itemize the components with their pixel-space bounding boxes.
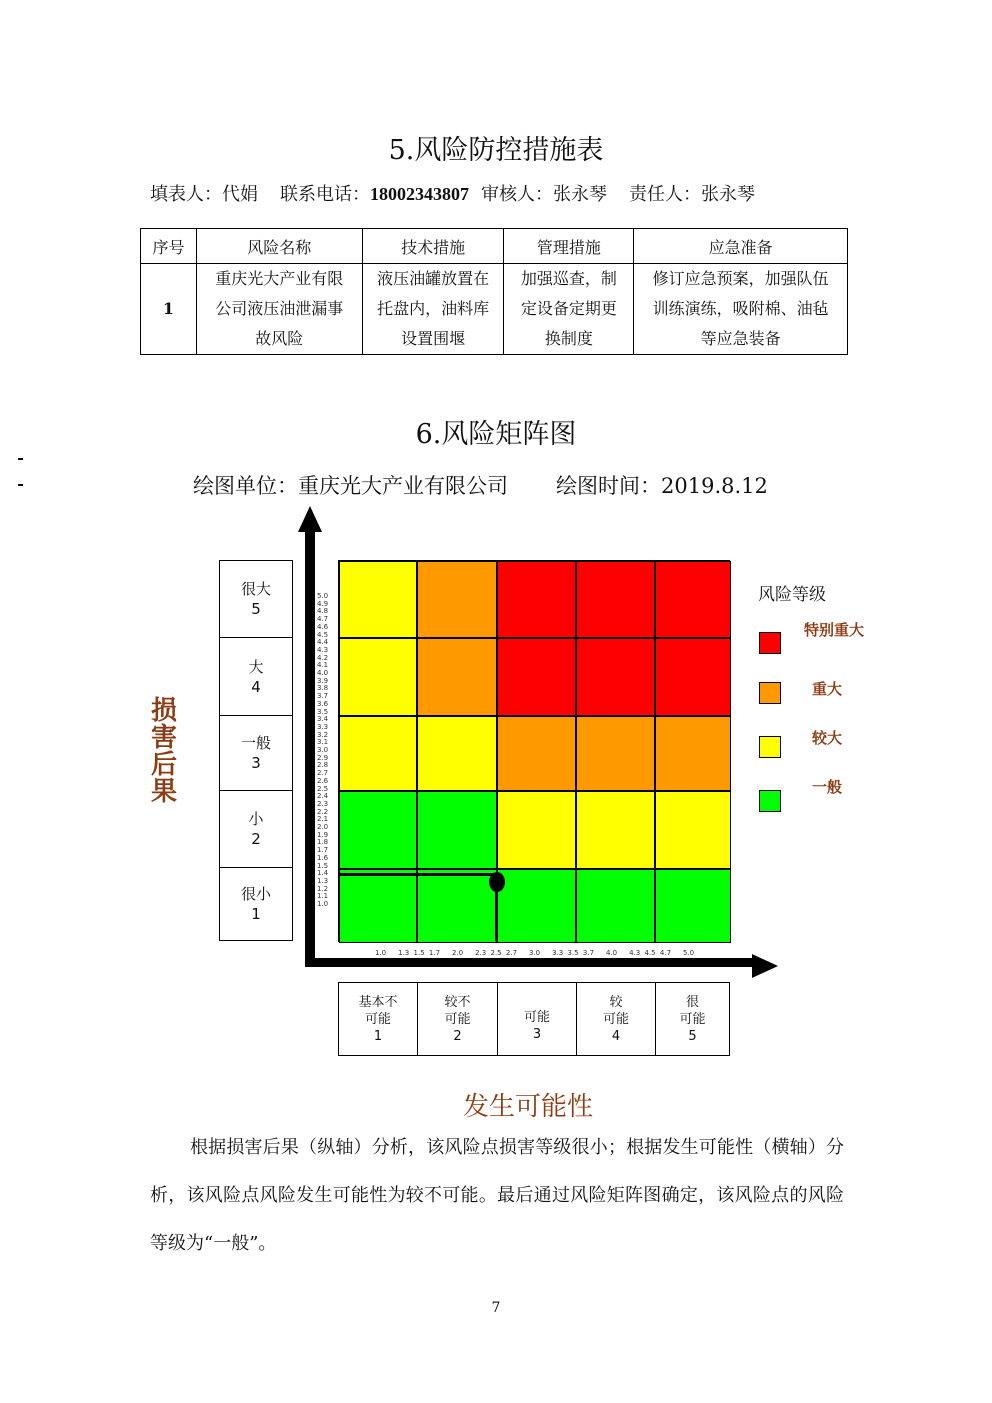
y-tick-label: 3.1 — [317, 738, 329, 747]
legend-swatch-major — [759, 682, 781, 704]
y-tick-label: 3.4 — [317, 715, 329, 724]
y-tick-label: 4.4 — [317, 638, 329, 647]
x-tick-label: 1.5 — [413, 949, 425, 957]
y-category-label: 小 — [248, 810, 264, 828]
x-tick-label: 2.5 — [490, 949, 502, 957]
x-tick-label: 2.3 — [475, 949, 487, 957]
section-6-title: 6.风险矩阵图 — [415, 419, 577, 450]
y-tick-label: 3.2 — [317, 730, 329, 739]
y-tick-label: 1.3 — [317, 876, 329, 885]
cell-line: 换制度 — [544, 329, 593, 348]
x-category-value: 4 — [611, 1028, 621, 1044]
y-tick-label: 4.5 — [317, 630, 329, 639]
y-tick-label: 4.1 — [317, 661, 329, 670]
risk-point-hline — [338, 873, 498, 876]
header-mgmt-measures: 管理措施 — [504, 229, 634, 264]
responsible: 责任人：张永琴 — [629, 184, 755, 205]
plot-time: 绘图时间：2019.8.12 — [556, 474, 768, 498]
legend-swatch-significant — [759, 736, 781, 758]
y-tick-label: 2.4 — [317, 792, 329, 801]
x-category-value: 3 — [532, 1027, 542, 1042]
x-category-value: 5 — [688, 1028, 697, 1044]
y-tick-label: 2.7 — [317, 769, 329, 778]
legend-label-significant: 较大 — [812, 729, 843, 747]
cell-line: 重庆光大产业有限 — [215, 269, 344, 288]
y-axis-title-char: 损 — [150, 696, 177, 726]
cell-line: 设置围堰 — [401, 329, 466, 348]
y-tick-label: 4.3 — [317, 645, 329, 654]
y-category-3 — [219, 715, 293, 791]
cell-line: 训练演练，吸附棉、油毡 — [652, 299, 829, 318]
legend-swatch-general — [759, 790, 781, 812]
y-category-label: 一般 — [240, 734, 271, 752]
x-tick-label: 3.7 — [582, 949, 595, 957]
y-axis-title — [146, 698, 182, 806]
y-tick-label: 2.2 — [317, 807, 329, 816]
y-category-label: 很大 — [240, 580, 271, 598]
x-tick-label: 4.3 — [629, 949, 641, 957]
y-tick-label: 1.6 — [317, 853, 329, 862]
y-tick-label: 1.7 — [317, 846, 329, 855]
y-tick-label: 3.0 — [317, 746, 329, 754]
header-risk-name: 风险名称 — [196, 229, 362, 264]
x-tick-label: 4.7 — [659, 949, 672, 957]
y-tick-label: 4.8 — [317, 607, 329, 616]
y-tick-label: 4.6 — [317, 622, 329, 631]
phone-number: 18002343807 — [370, 184, 469, 204]
analysis-paragraph: 根据损害后果（纵轴）分析，该风险点损害等级很小；根据发生可能性（横轴）分析，该风险点风险发生可能性为较不可能。最后通过风险矩阵图确定，该风险点的风险等级为“一般”。 — [150, 1137, 844, 1254]
cell-line: 液压油罐放置在 — [377, 269, 490, 288]
x-category-value: 1 — [373, 1028, 383, 1044]
filler: 填表人：代娟 — [150, 184, 258, 205]
x-tick-label: 4.5 — [644, 949, 656, 957]
x-category-2 — [417, 982, 498, 1056]
y-tick-label: 2.6 — [317, 776, 329, 785]
y-tick-label: 2.9 — [317, 753, 329, 762]
page-number: 7 — [491, 1300, 501, 1316]
x-category-5 — [655, 982, 730, 1056]
x-category-label-line: 可能 — [523, 1010, 550, 1025]
cell-line: 修订应急预案，加强队伍 — [652, 269, 829, 288]
y-tick-label: 1.0 — [317, 900, 329, 908]
cell-index: 1 — [141, 264, 197, 355]
y-category-2 — [219, 790, 293, 868]
cell-line: 等应急装备 — [700, 329, 781, 348]
x-category-label-line: 较 — [609, 994, 623, 1010]
y-category-value: 5 — [251, 600, 261, 618]
legend-label-critical: 特别重大 — [804, 621, 865, 639]
reviewer: 审核人：张永琴 — [481, 184, 607, 205]
y-tick-label: 3.8 — [317, 684, 329, 693]
y-tick-label: 5.0 — [317, 592, 329, 600]
y-axis-title-char: 害 — [150, 723, 177, 753]
y-tick-label: 1.8 — [317, 838, 329, 847]
x-category-value: 2 — [453, 1028, 462, 1044]
header-tech-measures: 技术措施 — [362, 229, 504, 264]
x-category-label-line: 可能 — [679, 1011, 706, 1027]
x-category-label-line: 很 — [685, 994, 699, 1010]
legend-swatch-critical — [759, 632, 781, 654]
y-tick-label: 1.2 — [317, 884, 329, 893]
y-tick-label: 1.4 — [317, 869, 329, 878]
legend-label-major: 重大 — [812, 680, 843, 698]
cell-line: 托盘内，油料库 — [377, 299, 490, 318]
y-tick-label: 4.2 — [317, 653, 329, 662]
x-tick-label: 1.7 — [428, 949, 441, 957]
x-tick-label: 2.0 — [452, 949, 464, 957]
y-tick-label: 2.8 — [317, 761, 329, 770]
y-category-label: 很小 — [240, 885, 271, 903]
phone-label: 联系电话： — [280, 184, 370, 205]
x-tick-label: 2.7 — [505, 949, 518, 957]
y-category-label: 大 — [248, 657, 264, 676]
cell-line: 公司液压油泄漏事 — [215, 299, 344, 318]
y-category-value: 1 — [251, 905, 261, 923]
legend-title: 风险等级 — [758, 585, 826, 605]
plot-unit: 绘图单位：重庆光大产业有限公司 — [193, 474, 508, 498]
risk-point-marker — [489, 872, 505, 892]
y-category-value: 2 — [251, 830, 261, 848]
y-tick-label: 3.9 — [317, 676, 329, 685]
x-category-label-line: 可能 — [364, 1011, 391, 1027]
y-axis-title-char: 果 — [150, 777, 177, 807]
x-tick-label: 3.5 — [567, 949, 579, 957]
y-tick-label: 3.3 — [317, 722, 329, 731]
y-axis-title-char: 后 — [150, 750, 177, 780]
x-tick-label: 1.3 — [398, 949, 410, 957]
cell-line: 定设备定期更 — [520, 299, 617, 318]
x-category-label-line: 可能 — [602, 1011, 629, 1027]
x-tick-label: 5.0 — [683, 949, 695, 957]
y-category-5 — [219, 560, 293, 638]
cell-line: 故风险 — [255, 329, 304, 348]
y-tick-label: 2.0 — [317, 823, 329, 831]
legend-label-general: 一般 — [812, 778, 843, 796]
y-tick-label: 1.9 — [317, 830, 329, 839]
y-tick-label: 3.7 — [317, 692, 329, 701]
cell-line: 加强巡查，制 — [520, 269, 617, 288]
y-tick-label: 2.3 — [317, 799, 329, 808]
x-category-3 — [497, 982, 577, 1056]
y-category-4 — [219, 637, 293, 716]
x-tick-label: 3.3 — [552, 949, 564, 957]
y-tick-label: 2.5 — [317, 784, 329, 793]
y-category-value: 3 — [251, 754, 261, 772]
x-category-label-line: 可能 — [444, 1011, 471, 1027]
y-tick-label: 3.5 — [317, 707, 329, 716]
x-category-1 — [338, 982, 418, 1056]
x-tick-label: 1.0 — [375, 949, 387, 957]
y-tick-label: 1.5 — [317, 861, 329, 870]
x-category-4 — [576, 982, 656, 1056]
x-tick-label: 4.0 — [606, 949, 618, 957]
x-axis-title: 发生可能性 — [462, 1092, 593, 1122]
header-index: 序号 — [141, 229, 197, 264]
section-5-title: 5.风险防控措施表 — [388, 135, 604, 166]
y-category-1 — [219, 867, 293, 941]
x-category-label-line: 基本不 — [358, 994, 398, 1010]
header-emergency-prep: 应急准备 — [634, 229, 848, 264]
y-category-value: 4 — [251, 677, 261, 696]
y-tick-label: 2.1 — [317, 815, 329, 824]
y-tick-label: 1.1 — [317, 892, 329, 901]
y-tick-label: 3.6 — [317, 699, 329, 708]
y-tick-label: 4.9 — [317, 599, 329, 608]
x-category-label-line: 较不 — [444, 994, 471, 1010]
x-tick-label: 3.0 — [529, 949, 541, 957]
y-tick-label: 4.7 — [317, 615, 329, 624]
y-tick-label: 4.0 — [317, 669, 329, 677]
